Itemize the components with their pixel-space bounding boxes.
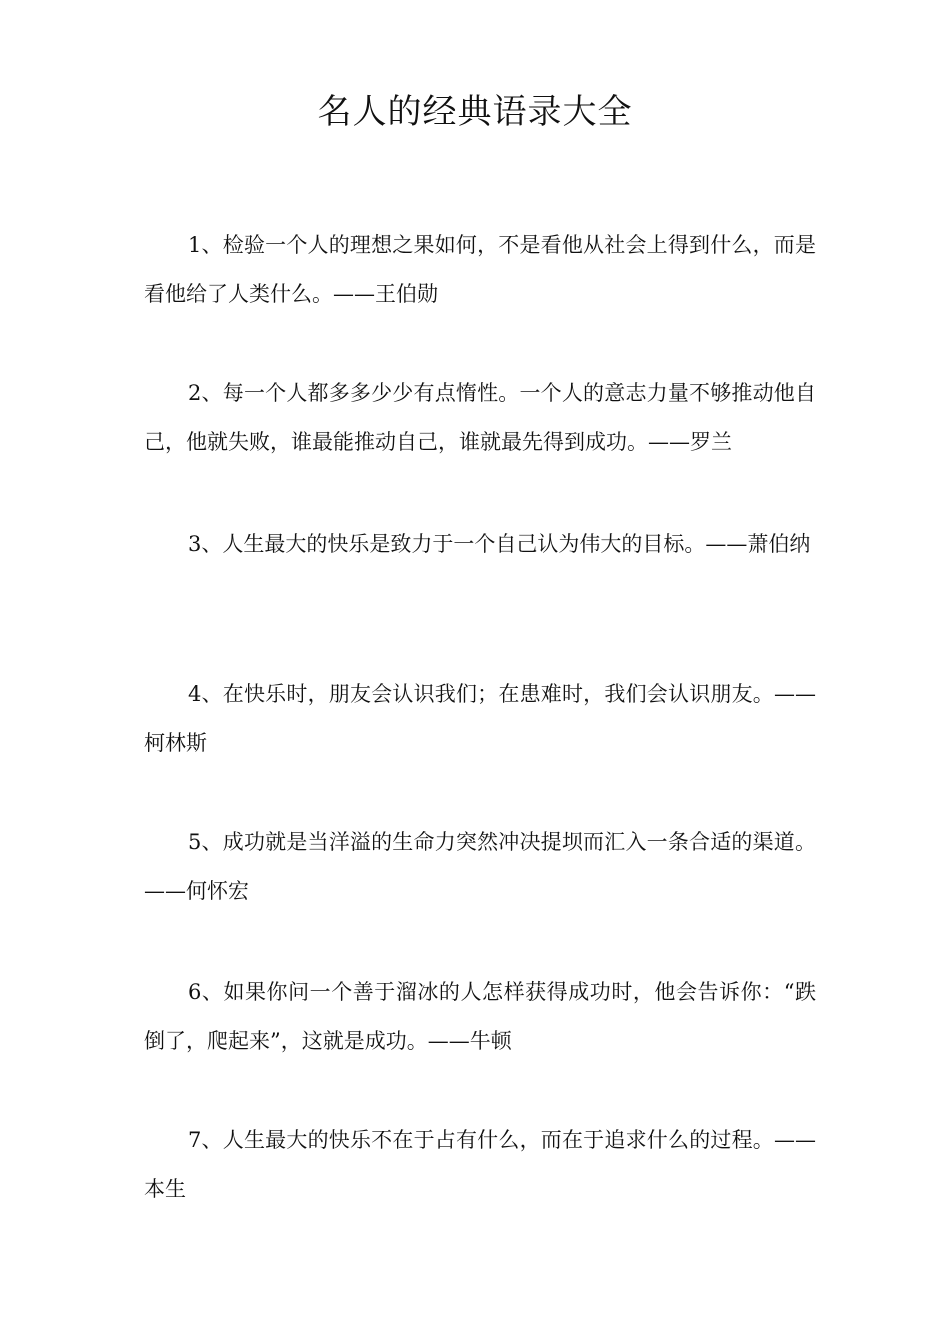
quote-item: 1、检验一个人的理想之果如何，不是看他从社会上得到什么，而是看他给了人类什么。——王伯勋 — [144, 233, 816, 306]
quote-item: 3、人生最大的快乐是致力于一个自己认为伟大的目标。——萧伯纳 — [188, 532, 811, 556]
quote-item: 6、如果你问一个善于溜冰的人怎样获得成功时，他会告诉你：“跌倒了，爬起来”，这就是成功。——牛顿 — [144, 980, 816, 1053]
document-title: 名人的经典语录大全 — [317, 92, 633, 132]
quote-item: 4、在快乐时，朋友会认识我们；在患难时，我们会认识朋友。——柯林斯 — [144, 682, 816, 755]
quote-item: 5、成功就是当洋溢的生命力突然冲决提坝而汇入一条合适的渠道。——何怀宏 — [144, 830, 816, 903]
quote-item: 7、人生最大的快乐不在于占有什么，而在于追求什么的过程。——本生 — [144, 1128, 816, 1201]
quote-item: 2、每一个人都多多少少有点惰性。一个人的意志力量不够推动他自己，他就失败，谁最能推动自己，谁就最先得到成功。——罗兰 — [144, 381, 816, 454]
